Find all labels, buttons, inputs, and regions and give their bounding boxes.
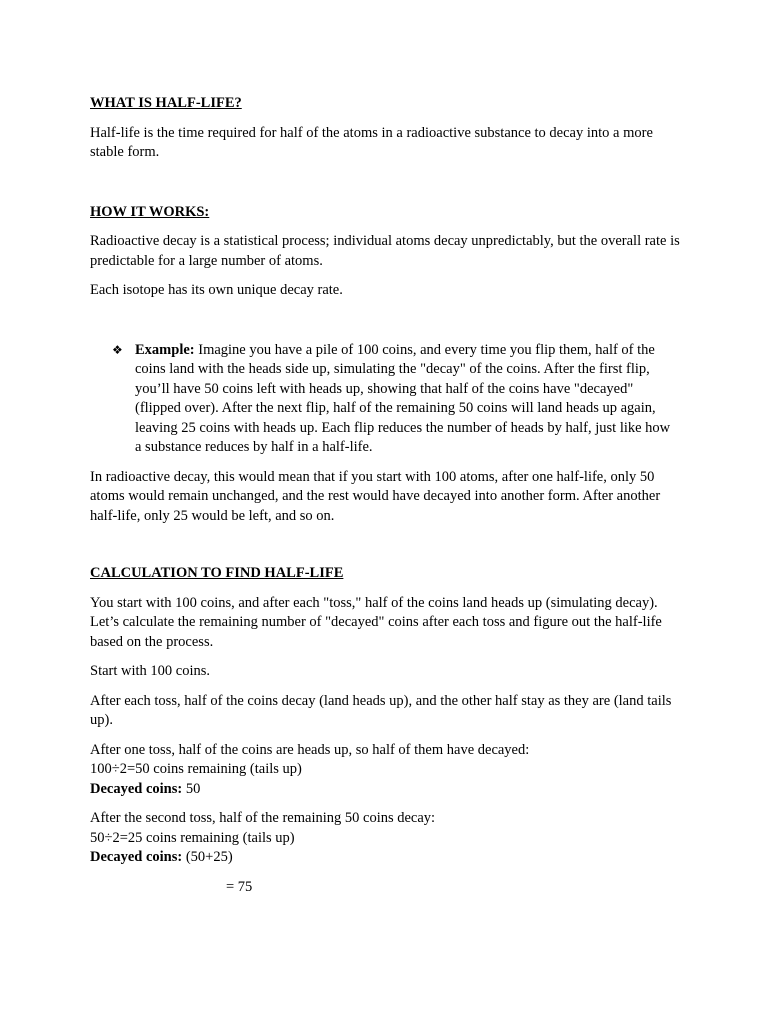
toss-one-decayed-label: Decayed coins: bbox=[90, 780, 183, 797]
toss-two-result: = 75 bbox=[226, 878, 253, 895]
toss-two-decayed bbox=[90, 848, 680, 868]
toss-two-decayed-value: (50+25) bbox=[182, 849, 233, 865]
paragraph-statistical-process: Radioactive decay is a statistical process; individual atoms decay unpredictably, but the overall rate is predictable for a large number of atoms. bbox=[90, 233, 680, 269]
paragraph-start-with: Start with 100 coins. bbox=[90, 663, 211, 679]
example-text: Imagine you have a pile of 100 coins, and every time you flip them, half of the coins land with the heads side up, simulating the "decay" of the coins. After the first flip, you’ll have 50 coins left with heads up, showing that half of the coins have "decayed" (flipped over). After the next flip, half of the remaining 50 coins will land heads up again, leaving 25 coins with heads up. Each flip reduces the number of heads by half, just like how a substance reduces by half in a half-life. bbox=[135, 341, 671, 455]
toss-one-line-1: After one toss, half of the coins are heads up, so half of them have decayed: bbox=[90, 741, 530, 758]
example-label: Example: bbox=[135, 341, 195, 358]
toss-two-line-1: After the second toss, half of the remaining 50 coins decay: bbox=[90, 810, 436, 826]
diamond-bullet-icon: ❖ bbox=[112, 342, 123, 357]
paragraph-radioactive-decay-meaning: In radioactive decay, this would mean that if you start with 100 atoms, after one half-life, only 50 atoms would remain unchanged, and the rest would have decayed into another form. After another half-life, only 25 would be left, and so on. bbox=[90, 468, 661, 524]
toss-two-line-2: 50÷2=25 coins remaining (tails up) bbox=[90, 829, 295, 846]
heading-calculation: CALCULATION TO FIND HALF-LIFE bbox=[90, 565, 344, 581]
example-bullet bbox=[112, 341, 680, 458]
toss-two-block bbox=[90, 809, 680, 897]
example-paragraph bbox=[135, 341, 680, 458]
document-page bbox=[90, 94, 680, 897]
paragraph-unique-decay-rate: Each isotope has its own unique decay rate. bbox=[90, 282, 343, 298]
paragraph-definition: Half-life is the time required for half of the atoms in a radioactive substance to decay into a more stable form. bbox=[90, 124, 653, 160]
toss-one-decayed-value: 50 bbox=[182, 780, 201, 797]
toss-one-block bbox=[90, 741, 680, 800]
paragraph-after-each-toss: After each toss, half of the coins decay (land heads up), and the other half stay as they are (land tails up). bbox=[90, 692, 672, 728]
toss-one-line-2: 100÷2=50 coins remaining (tails up) bbox=[90, 761, 302, 777]
paragraph-calculation-intro: You start with 100 coins, and after each "toss," half of the coins land heads up (simulating decay). Let’s calculate the remaining number of "decayed" coins after each toss and figure out the half-life based on the process. bbox=[90, 594, 662, 650]
heading-how-it-works: HOW IT WORKS: bbox=[90, 203, 210, 220]
toss-one-decayed bbox=[90, 780, 680, 800]
toss-two-decayed-label: Decayed coins: bbox=[90, 849, 183, 865]
heading-what-is-half-life: WHAT IS HALF-LIFE? bbox=[90, 95, 242, 111]
